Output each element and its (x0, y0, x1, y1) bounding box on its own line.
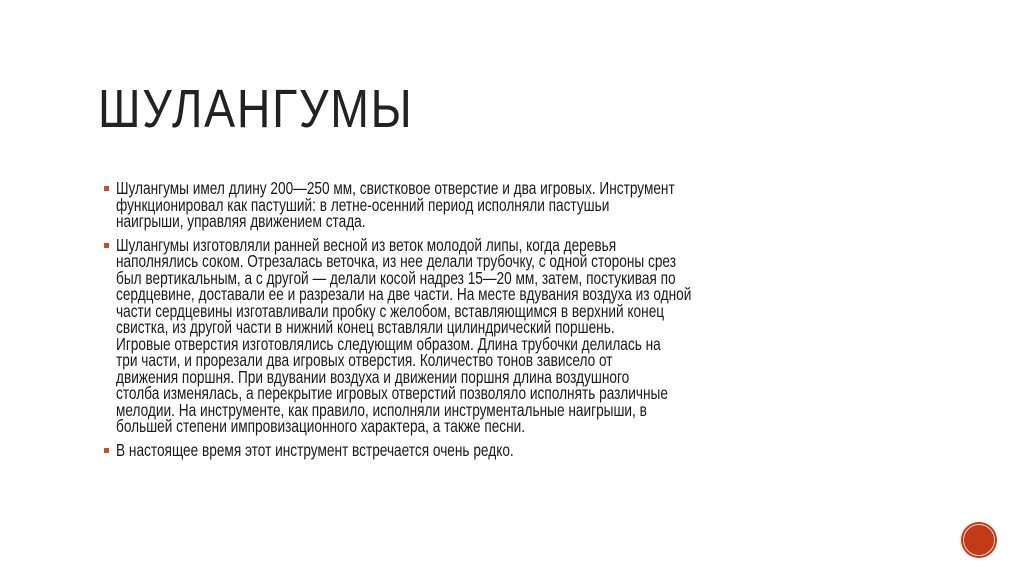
text-line: три части, и прорезали два игровых отверстия. Количество тонов зависело от (116, 350, 613, 370)
text-line: был вертикальным, а с другой — делали косой надрез 15—20 мм, затем, постукивая по (116, 267, 676, 288)
text-line: функционировал как пастуший: в летне-осенний период исполняли пастушьи (116, 194, 610, 215)
bullet-item (104, 180, 1024, 230)
text-line: мелодии. На инструменте, как правило, исполняли инструментальные наигрыши, в (116, 399, 647, 420)
text-line: наигрыши, управляя движением стада. (116, 211, 366, 231)
bullet-item (104, 439, 1024, 460)
text-line: наполнялись соком. Отрезалась веточка, из нее делали трубочку, с одной стороны срез (116, 251, 676, 271)
slide-title: ШУЛАНГУМЫ (98, 79, 414, 139)
text-line: движения поршня. При вдувании воздуха и движении поршня длина воздушного (116, 366, 630, 387)
text-line: В настоящее время этот инструмент встречается очень редко. (116, 439, 514, 460)
text-line: Шулангумы изготовляли ранней весной из веток молодой липы, когда деревья (116, 234, 617, 255)
bullet-square-icon (104, 448, 109, 453)
bullet-item (104, 234, 1024, 436)
text-line: части сердцевины изготавливали пробку с желобом, вставляющимся в верхний конец (116, 300, 665, 321)
text-line: Шулангумы имел длину 200—250 мм, свистковое отверстие и два игровых. Инструмент (116, 178, 675, 198)
decorative-circle-icon (960, 521, 998, 559)
bullet-square-icon (104, 186, 109, 191)
text-line: столба изменялась, а перекрытие игровых отверстий позволяло исполнять различные (116, 383, 668, 403)
text-line: большей степени импровизационного характера, а также песни. (116, 416, 526, 436)
bullet-list (104, 180, 1024, 465)
bullet-square-icon (104, 243, 109, 248)
text-line: Игровые отверстия изготовлялись следующим образом. Длина трубочки делилась на (116, 333, 661, 354)
text-line: свистка, из другой части в нижний конец вставляли цилиндрический поршень. (116, 317, 615, 337)
text-line: сердцевине, доставали ее и разрезали на две части. На месте вдувания воздуха из одной (116, 284, 692, 304)
